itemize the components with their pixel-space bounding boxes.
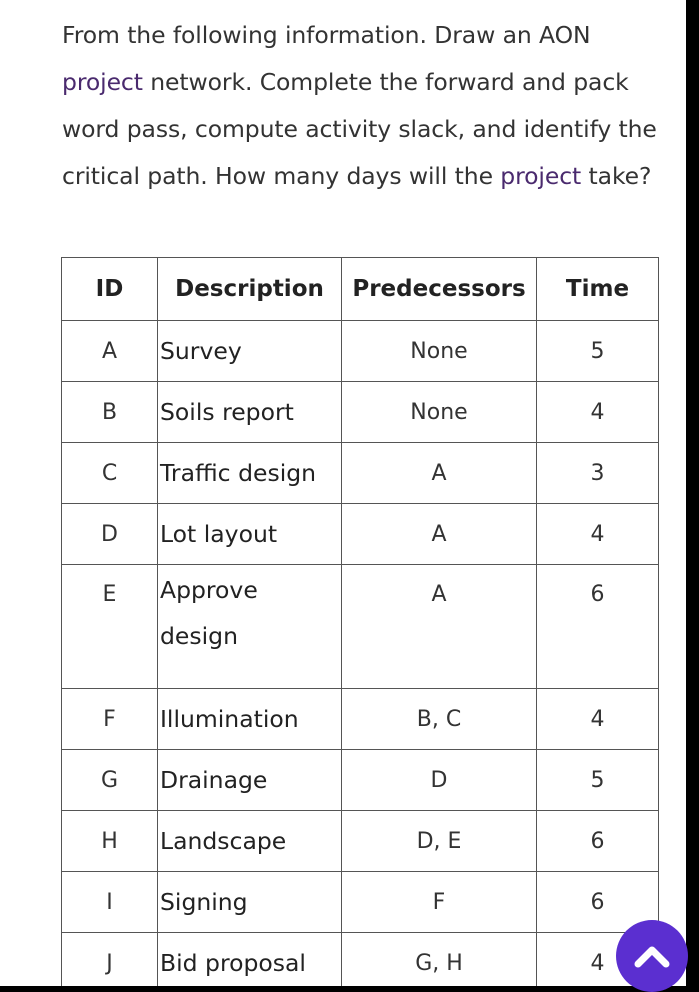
cell-predecessors: A: [342, 565, 537, 689]
cell-time: 6: [537, 811, 659, 872]
cell-id: H: [62, 811, 158, 872]
cell-description: Illumination: [158, 689, 342, 750]
cell-description: Bid proposal: [158, 933, 342, 987]
cell-time: 4: [537, 933, 659, 987]
cell-predecessors: G, H: [342, 933, 537, 987]
cell-predecessors: A: [342, 443, 537, 504]
table-header-row: [62, 258, 659, 321]
cell-predecessors: A: [342, 504, 537, 565]
header-description: Description: [158, 258, 342, 321]
cell-id: I: [62, 872, 158, 933]
keyword-project: project: [62, 68, 143, 96]
cell-id: F: [62, 689, 158, 750]
cell-id: E: [62, 565, 158, 689]
table-row: [62, 872, 659, 933]
cell-predecessors: F: [342, 872, 537, 933]
cell-time: 5: [537, 321, 659, 382]
cell-time: 6: [537, 565, 659, 689]
header-id: ID: [62, 258, 158, 321]
table-row: [62, 321, 659, 382]
table-row: [62, 443, 659, 504]
cell-description: Lot layout: [158, 504, 342, 565]
cell-time: 6: [537, 872, 659, 933]
cell-id: D: [62, 504, 158, 565]
cell-description: Survey: [158, 321, 342, 382]
cell-time: 5: [537, 750, 659, 811]
question-text-part: From the following information. Draw an AON: [62, 21, 591, 49]
cell-time: 4: [537, 382, 659, 443]
table-row: [62, 565, 659, 689]
cell-predecessors: D, E: [342, 811, 537, 872]
header-predecessors: Predecessors: [342, 258, 537, 321]
cell-id: B: [62, 382, 158, 443]
cell-description: Approve design: [158, 565, 342, 689]
keyword-project: project: [500, 162, 582, 190]
table-row: [62, 933, 659, 987]
cell-predecessors: B, C: [342, 689, 537, 750]
cell-description: Signing: [158, 872, 342, 933]
scroll-to-top-button[interactable]: [616, 920, 688, 992]
cell-predecessors: D: [342, 750, 537, 811]
cell-id: C: [62, 443, 158, 504]
cell-time: 4: [537, 504, 659, 565]
activity-table: [61, 257, 659, 986]
cell-description: Traffic design: [158, 443, 342, 504]
cell-predecessors: None: [342, 382, 537, 443]
cell-id: G: [62, 750, 158, 811]
cell-time: 3: [537, 443, 659, 504]
cell-description: Drainage: [158, 750, 342, 811]
header-time: Time: [537, 258, 659, 321]
chevron-up-icon: [632, 942, 672, 970]
question-text-part: take?: [581, 162, 652, 190]
cell-time: 4: [537, 689, 659, 750]
table-row: [62, 689, 659, 750]
cell-description: Soils report: [158, 382, 342, 443]
cell-id: J: [62, 933, 158, 987]
table-row: [62, 750, 659, 811]
table-row: [62, 382, 659, 443]
cell-predecessors: None: [342, 321, 537, 382]
cell-id: A: [62, 321, 158, 382]
table-row: [62, 504, 659, 565]
question-text-part: network. Complete the forward and pack word pass, compute activity slack, and identify the critical path. How many days will the: [62, 68, 657, 190]
question-text: [62, 12, 662, 200]
table-row: [62, 811, 659, 872]
cell-description: Landscape: [158, 811, 342, 872]
